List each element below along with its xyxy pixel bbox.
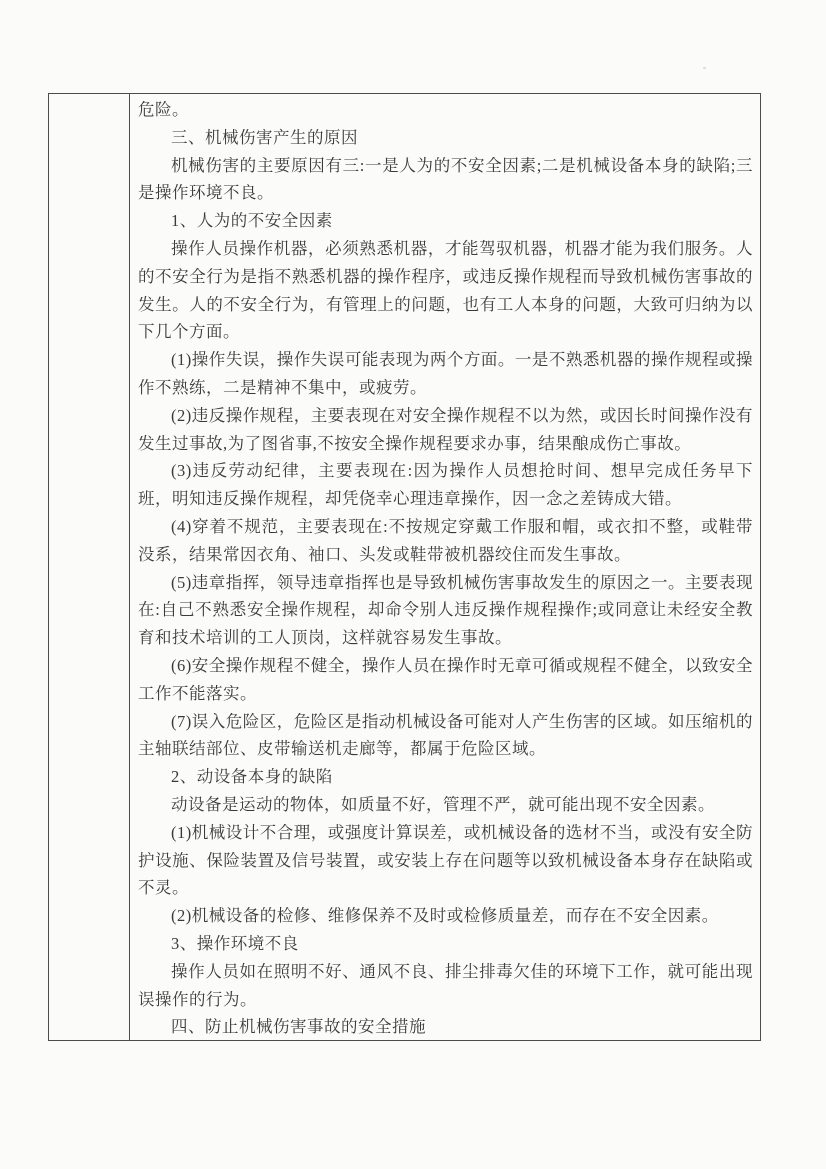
text-line: (3)违反劳动纪律，主要表现在:因为操作人员想抢时间、想早完成任务早下 — [171, 461, 753, 481]
content-table — [48, 93, 761, 1041]
text-line: 发生。人的不安全行为，有管理上的问题，也有工人本身的问题，大致可归纳为以 — [138, 294, 753, 314]
text-line: 主轴联结部位、皮带输送机走廊等，都属于危险区域。 — [138, 739, 546, 759]
text-line: 操作人员操作机器，必须熟悉机器，才能驾驭机器，机器才能为我们服务。人 — [171, 238, 753, 258]
text-line: 动设备是运动的物体，如质量不好，管理不严，就可能出现不安全因素。 — [171, 794, 715, 814]
text-line: (7)误入危险区，危险区是指动机械设备可能对人产生伤害的区域。如压缩机的 — [171, 711, 753, 731]
text-line: 不灵。 — [138, 878, 189, 898]
text-line: 误操作的行为。 — [138, 989, 257, 1009]
text-line: 没系，结果常因衣角、袖口、头发或鞋带被机器绞住而发生事故。 — [138, 544, 631, 564]
text-line: 护设施、保险装置及信号装置，或安装上存在问题等以致机械设备本身存在缺陷或 — [138, 850, 753, 870]
text-line: (2)违反操作规程，主要表现在对安全操作规程不以为然，或因长时间操作没有 — [171, 405, 753, 425]
text-line: 工作不能落实。 — [138, 683, 257, 703]
table-main-column — [130, 94, 760, 1040]
text-line: 作不熟练，二是精神不集中，或疲劳。 — [138, 377, 427, 397]
text-line: 四、防止机械伤害事故的安全措施 — [171, 1017, 426, 1037]
text-line: 2、动设备本身的缺陷 — [171, 767, 333, 787]
text-line: 1、人为的不安全因素 — [171, 211, 333, 231]
scan-artifact-dot — [703, 67, 706, 69]
text-line: (2)机械设备的检修、维修保养不及时或检修质量差，而存在不安全因素。 — [171, 906, 719, 926]
text-line: 在:自己不熟悉安全操作规程，却命令别人违反操作规程操作;或同意让未经安全教 — [138, 600, 753, 620]
text-line: 下几个方面。 — [138, 322, 240, 342]
text-line: 操作人员如在照明不好、通风不良、排尘排毒欠佳的环境下工作，就可能出现 — [171, 961, 753, 981]
text-line: 的不安全行为是指不熟悉机器的操作程序，或违反操作规程而导致机械伤害事故的 — [138, 266, 753, 286]
text-line: 育和技术培训的工人顶岗，这样就容易发生事故。 — [138, 628, 512, 648]
text-line: 危险。 — [138, 100, 189, 119]
text-line: 发生过事故,为了图省事,不按安全操作规程要求办事，结果酿成伤亡事故。 — [138, 433, 692, 453]
text-line: 机械伤害的主要原因有三:一是人为的不安全因素;二是机械设备本身的缺陷;三 — [171, 155, 753, 175]
document-text — [138, 96, 753, 1040]
text-line: 三、机械伤害产生的原因 — [171, 127, 358, 147]
text-line: (4)穿着不规范，主要表现在:不按规定穿戴工作服和帽，或衣扣不整，或鞋带 — [171, 516, 753, 536]
text-line: (1)机械设计不合理，或强度计算误差，或机械设备的选材不当，或没有安全防 — [171, 822, 753, 842]
text-line: 班，明知违反操作规程，却凭侥幸心理违章操作，因一念之差铸成大错。 — [138, 489, 682, 509]
text-line: (5)违章指挥，领导违章指挥也是导致机械伤害事故发生的原因之一。主要表现 — [171, 572, 753, 592]
text-line: (1)操作失误，操作失误可能表现为两个方面。一是不熟悉机器的操作规程或操 — [171, 350, 753, 370]
text-line: (6)安全操作规程不健全，操作人员在操作时无章可循或规程不健全，以致安全 — [171, 655, 753, 675]
table-left-column — [49, 94, 130, 1040]
text-line: 3、操作环境不良 — [171, 933, 299, 953]
text-line: 是操作环境不良。 — [138, 183, 274, 203]
